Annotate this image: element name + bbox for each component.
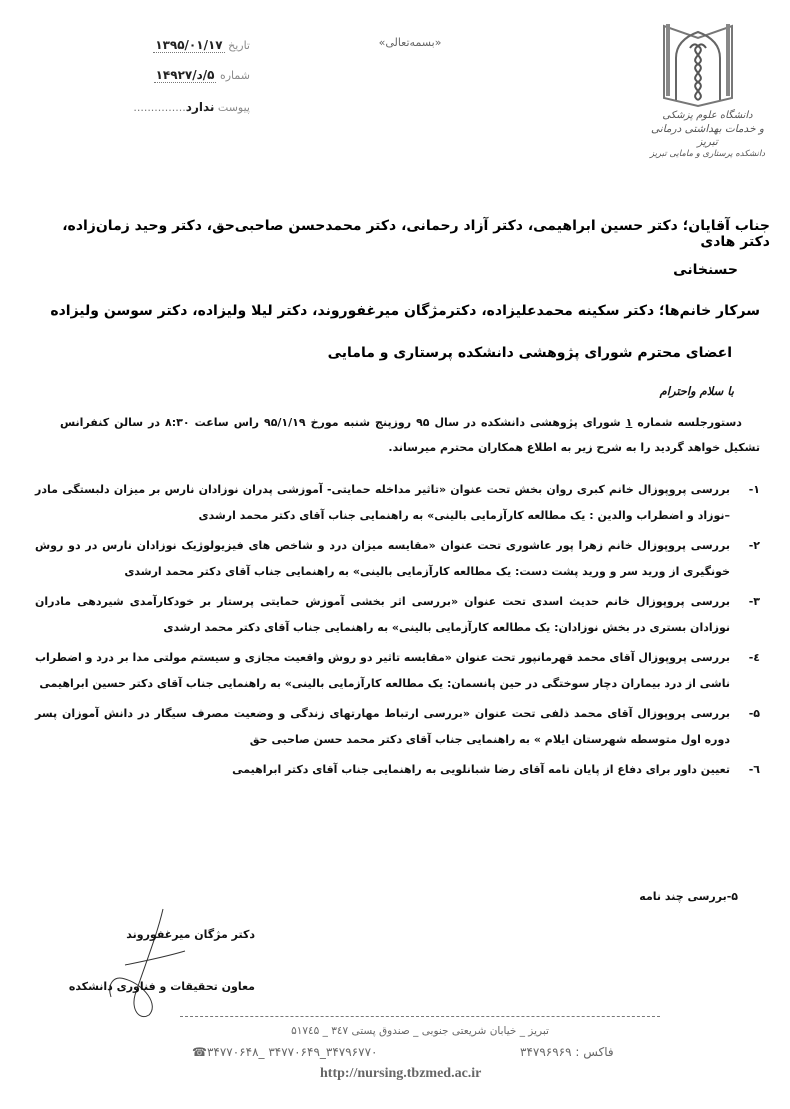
attachment-dots: ...............	[133, 101, 186, 114]
logo-line-2: و خدمات بهداشتی درمانی تبریز	[651, 122, 764, 148]
footer-fax	[520, 1045, 614, 1059]
addressees-council: اعضای محترم شورای پژوهشی دانشکده پرستاری و مامایی	[327, 345, 732, 361]
agenda-item	[35, 477, 760, 528]
signature-block	[68, 920, 255, 1020]
footer-address: تبریز _ خیابان شریعتی جنوبی _ صندوق پستی ۳٤۷ _ ۵۱۷٤۵	[291, 1025, 549, 1037]
agenda-item-number: ۲-	[748, 539, 760, 552]
agenda-item-number: ٦-	[748, 763, 760, 776]
agenda-item	[35, 701, 760, 752]
intro-paragraph	[60, 410, 760, 460]
greeting: با سلام واحترام	[659, 384, 734, 398]
university-logo	[640, 18, 775, 178]
handwritten-signature-icon	[105, 905, 195, 1025]
agenda-item-text: بررسی پروپوزال خانم کبری روان بخش تحت عنوان «تاثیر مداخله حمایتی- آموزشی پدران نوزادان نارس بر میزان دلبستگی مادر –نوزاد و اضطراب والدین : یک مطالعه کارآزمایی بالینی» به راهنمایی جناب آقای دکتر محمد ارشدی	[35, 483, 730, 522]
fax-label: فاکس :	[575, 1045, 614, 1059]
intro-part1: دستورجلسه شماره	[637, 416, 742, 429]
footer-phones	[192, 1045, 377, 1059]
addressees-men-line1: جناب آقایان؛ دکتر حسین ابراهیمی، دکتر آزاد رحمانی، دکتر محمدحسن صاحبی‌حق، دکتر وحید زمان‌زاده، دکتر هادی	[62, 218, 770, 250]
addressees-women: سرکار خانم‌ها؛ دکتر سکینه محمدعلیزاده، دکترمژگان میرغفوروند، دکتر لیلا ولیزاده، دکتر سوسن ولیزاده	[50, 303, 760, 319]
agenda-item	[35, 757, 760, 783]
agenda-item	[35, 589, 760, 640]
extra-agenda-item: ۵-بررسی چند نامه	[639, 890, 738, 903]
addressees-men-line2: حسنخانی	[673, 262, 738, 278]
signatory-name: دکتر مژگان میرغفوروند	[126, 928, 255, 941]
telephone-icon: ☎	[192, 1045, 207, 1059]
session-number: ۱	[625, 416, 633, 429]
intro-part2: شورای پژوهشی دانشکده در سال ۹۵ روزپنج شنبه مورخ ۹۵/۱/۱۹ راس ساعت ۸:۳۰ در سالن کنفرانس تشکیل خواهد گردید را به شرح زیر به اطلاع همکاران محترم میرساند.	[60, 416, 760, 454]
agenda-item-text: بررسی پروپوزال خانم زهرا پور عاشوری تحت عنوان «مقایسه میزان درد و شاخص های فیزیولوژیک نوزادان نارس در دو روش خونگیری از ورید سر و ورید پشت دست: یک مطالعه کارآزمایی بالینی» به راهنمایی جناب آقای دکتر محمد ارشدی	[35, 539, 730, 578]
agenda-item	[35, 533, 760, 584]
agenda-item-text: بررسی پروپوزال آقای محمد قهرمانپور تحت عنوان «مقایسه تاثیر دو روش واقعیت مجازی و سیستم مولتی مدا بر درد و اضطراب ناشی از درد بیماران دچار سوختگی در حین پانسمان: یک مطالعه کارآزمایی بالینی» به راهنمایی جناب آقای دکتر حسین ابراهیمی	[35, 651, 730, 690]
number-label: شماره	[219, 69, 250, 82]
phone-numbers: ۳۴۷۷۰۶۴۸_ ۳۴۷۷۰۶۴۹_۳۴۷۹۶۷۷۰	[206, 1045, 378, 1059]
date-value: ۱۳۹۵/۰۱/۱۷	[155, 38, 223, 52]
number-row	[154, 68, 250, 82]
agenda-item	[35, 645, 760, 696]
logo-line-1: دانشگاه علوم پزشکی	[662, 110, 753, 121]
date-label: تاریخ	[228, 39, 250, 52]
footer-divider	[180, 1016, 660, 1017]
signatory-title: معاون تحقیقات و فناوری دانشکده	[68, 980, 255, 993]
agenda-item-text: بررسی پروپوزال آقای محمد ذلفی تحت عنوان «بررسی ارتباط مهارتهای زندگی و وضعیت مصرف سیگار در دانش آموزان پسر دوره اول متوسطه شهرستان ایلام » به راهنمایی جناب آقای دکتر محمد حسن صاحبی حق	[35, 707, 730, 746]
website-link[interactable]: http://nursing.tbzmed.ac.ir	[320, 1066, 482, 1081]
agenda-item-number: ۵-	[748, 707, 760, 720]
number-value: ۵/د/۱۴۹۲۷	[155, 68, 215, 82]
logo-line-3: دانشکده پرستاری و مامایی تبریز	[649, 148, 766, 159]
agenda-item-text: بررسی پروپوزال خانم حدیث اسدی تحت عنوان «بررسی اثر بخشی آموزش حمایتی پرستار بر خودکارآمدی شیردهی مادران نوزادان بستری در بخش نوزادان: یک مطالعه کارآزمایی بالینی» به راهنمایی جناب آقای دکتر محمد ارشدی	[35, 595, 730, 634]
agenda-item-number: ٤-	[748, 651, 760, 664]
attachment-row	[133, 100, 250, 114]
university-emblem-icon	[658, 18, 738, 110]
attachment-value: ندارد	[185, 100, 215, 114]
bismillah-heading: «بسمه‌تعالی»	[378, 36, 442, 49]
agenda-list	[35, 477, 760, 788]
agenda-item-number: ۱-	[748, 483, 760, 496]
agenda-item-text: تعیین داور برای دفاع از پایان نامه آقای رضا شبانلویی به راهنمایی جناب آقای دکتر ابراهیمی	[232, 763, 730, 776]
agenda-item-number: ۳-	[748, 595, 760, 608]
attachment-label: پیوست	[217, 101, 250, 114]
fax-number: ۳۴۷۹۶۹۶۹	[520, 1045, 572, 1059]
date-row	[153, 38, 250, 52]
